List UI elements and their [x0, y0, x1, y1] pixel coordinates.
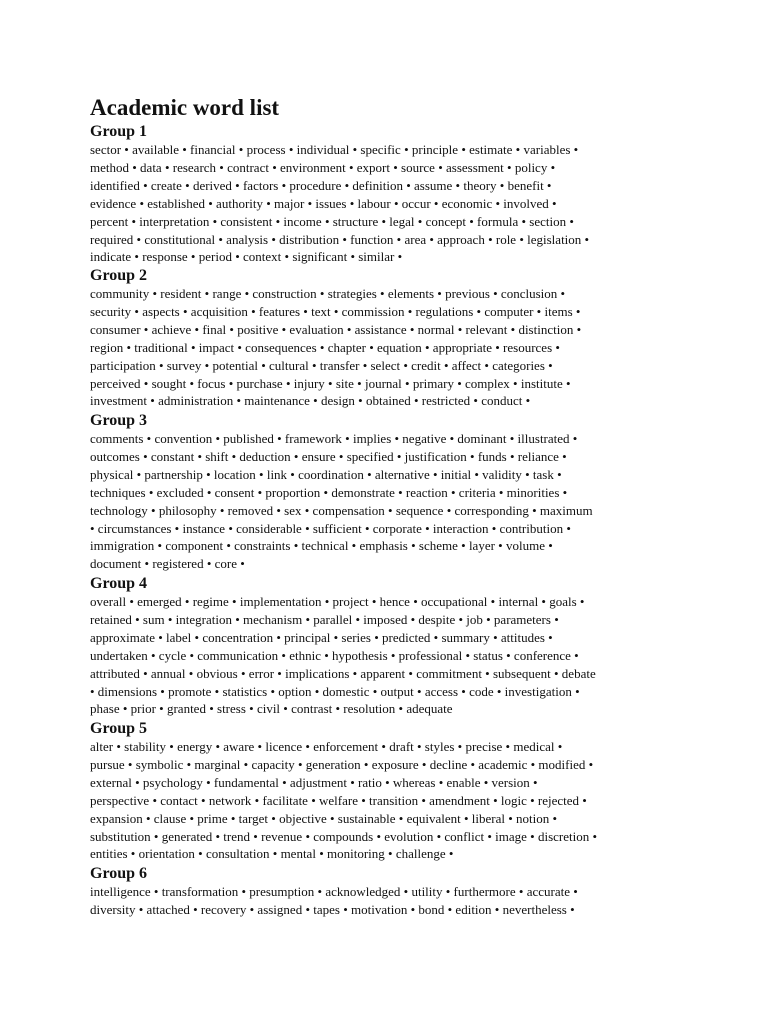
word-line: perceived • sought • focus • purchase • injury • site • journal • primary • complex • institute •	[90, 375, 571, 391]
word-line: external • psychology • fundamental • adjustment • ratio • whereas • enable • version •	[90, 774, 538, 790]
group-section	[90, 266, 690, 410]
word-line: sector • available • financial • process • individual • specific • principle • estimate • variables •	[90, 142, 579, 157]
word-line: • dimensions • promote • statistics • option • domestic • output • access • code • investigation •	[90, 683, 580, 699]
group-title: Group 3	[90, 412, 148, 429]
word-line: substitution • generated • trend • revenue • compounds • evolution • conflict • image • discretion •	[90, 828, 598, 844]
word-line: undertaken • cycle • communication • ethnic • hypothesis • professional • status • conference •	[90, 647, 579, 663]
word-line: perspective • contact • network • facilitate • welfare • transition • amendment • logic • rejected •	[90, 792, 587, 808]
word-line: entities • orientation • consultation • mental • monitoring • challenge •	[90, 846, 454, 862]
word-list	[90, 430, 690, 573]
word-list	[90, 593, 690, 718]
word-line: consumer • achieve • final • positive • evaluation • assistance • normal • relevant • distinction •	[90, 321, 582, 337]
group-title: Group 1	[90, 123, 148, 140]
group-title: Group 6	[90, 865, 148, 882]
word-line: attributed • annual • obvious • error • implications • apparent • commitment • subsequent • debate	[90, 665, 596, 681]
word-line: technology • philosophy • removed • sex • compensation • sequence • corresponding • maximum	[90, 502, 593, 518]
word-line: comments • convention • published • framework • implies • negative • dominant • illustrated •	[90, 431, 578, 446]
word-line: identified • create • derived • factors • procedure • definition • assume • theory • benefit •	[90, 177, 552, 193]
word-line: community • resident • range • construction • strategies • elements • previous • conclusion •	[90, 286, 566, 301]
word-line: evidence • established • authority • major • issues • labour • occur • economic • involved •	[90, 195, 557, 211]
group-section	[90, 864, 690, 919]
word-line: percent • interpretation • consistent • income • structure • legal • concept • formula • section •	[90, 213, 574, 229]
group-title: Group 5	[90, 720, 148, 737]
word-line: security • aspects • acquisition • features • text • commission • regulations • computer • items •	[90, 303, 581, 319]
word-line: required • constitutional • analysis • distribution • function • area • approach • role • legislation •	[90, 231, 590, 247]
word-line: • circumstances • instance • considerable • sufficient • corporate • interaction • contribution •	[90, 520, 571, 536]
group-title: Group 4	[90, 575, 148, 592]
group-title: Group 2	[90, 267, 148, 284]
word-line: document • registered • core •	[90, 556, 245, 572]
word-line: region • traditional • impact • consequences • chapter • equation • appropriate • resources •	[90, 339, 560, 355]
group-section	[90, 574, 690, 718]
word-line: investment • administration • maintenance • design • obtained • restricted • conduct •	[90, 393, 531, 409]
word-line: expansion • clause • prime • target • objective • sustainable • equivalent • liberal • notion •	[90, 810, 558, 826]
group-section	[90, 411, 690, 573]
word-line: phase • prior • granted • stress • civil • contrast • resolution • adequate	[90, 701, 453, 717]
word-line: techniques • excluded • consent • proportion • demonstrate • reaction • criteria • minorities •	[90, 484, 568, 500]
word-line: diversity • attached • recovery • assigned • tapes • motivation • bond • edition • nevertheless •	[90, 901, 575, 917]
word-list	[90, 141, 690, 266]
word-list	[90, 738, 690, 863]
word-line: indicate • response • period • context • significant • similar •	[90, 249, 403, 265]
word-line: overall • emerged • regime • implementation • project • hence • occupational • internal • goals •	[90, 594, 585, 609]
word-list	[90, 285, 690, 410]
word-line: intelligence • transformation • presumption • acknowledged • utility • furthermore • accurate •	[90, 884, 578, 899]
group-section	[90, 719, 690, 863]
word-line: immigration • component • constraints • technical • emphasis • scheme • layer • volume •	[90, 538, 553, 554]
word-line: retained • sum • integration • mechanism • parallel • imposed • despite • job • parameters •	[90, 611, 559, 627]
word-line: method • data • research • contract • environment • export • source • assessment • policy •	[90, 159, 556, 175]
word-line: participation • survey • potential • cultural • transfer • select • credit • affect • categories •	[90, 357, 553, 373]
word-line: physical • partnership • location • link • coordination • alternative • initial • validity • task •	[90, 466, 562, 482]
group-section	[90, 122, 690, 266]
word-line: outcomes • constant • shift • deduction • ensure • specified • justification • funds • reliance •	[90, 448, 567, 464]
word-line: approximate • label • concentration • principal • series • predicted • summary • attitudes •	[90, 629, 553, 645]
word-line: alter • stability • energy • aware • licence • enforcement • draft • styles • precise • medical •	[90, 739, 563, 754]
document-title: Academic word list	[90, 95, 280, 120]
word-list	[90, 883, 690, 919]
word-line: pursue • symbolic • marginal • capacity • generation • exposure • decline • academic • modified •	[90, 756, 594, 772]
